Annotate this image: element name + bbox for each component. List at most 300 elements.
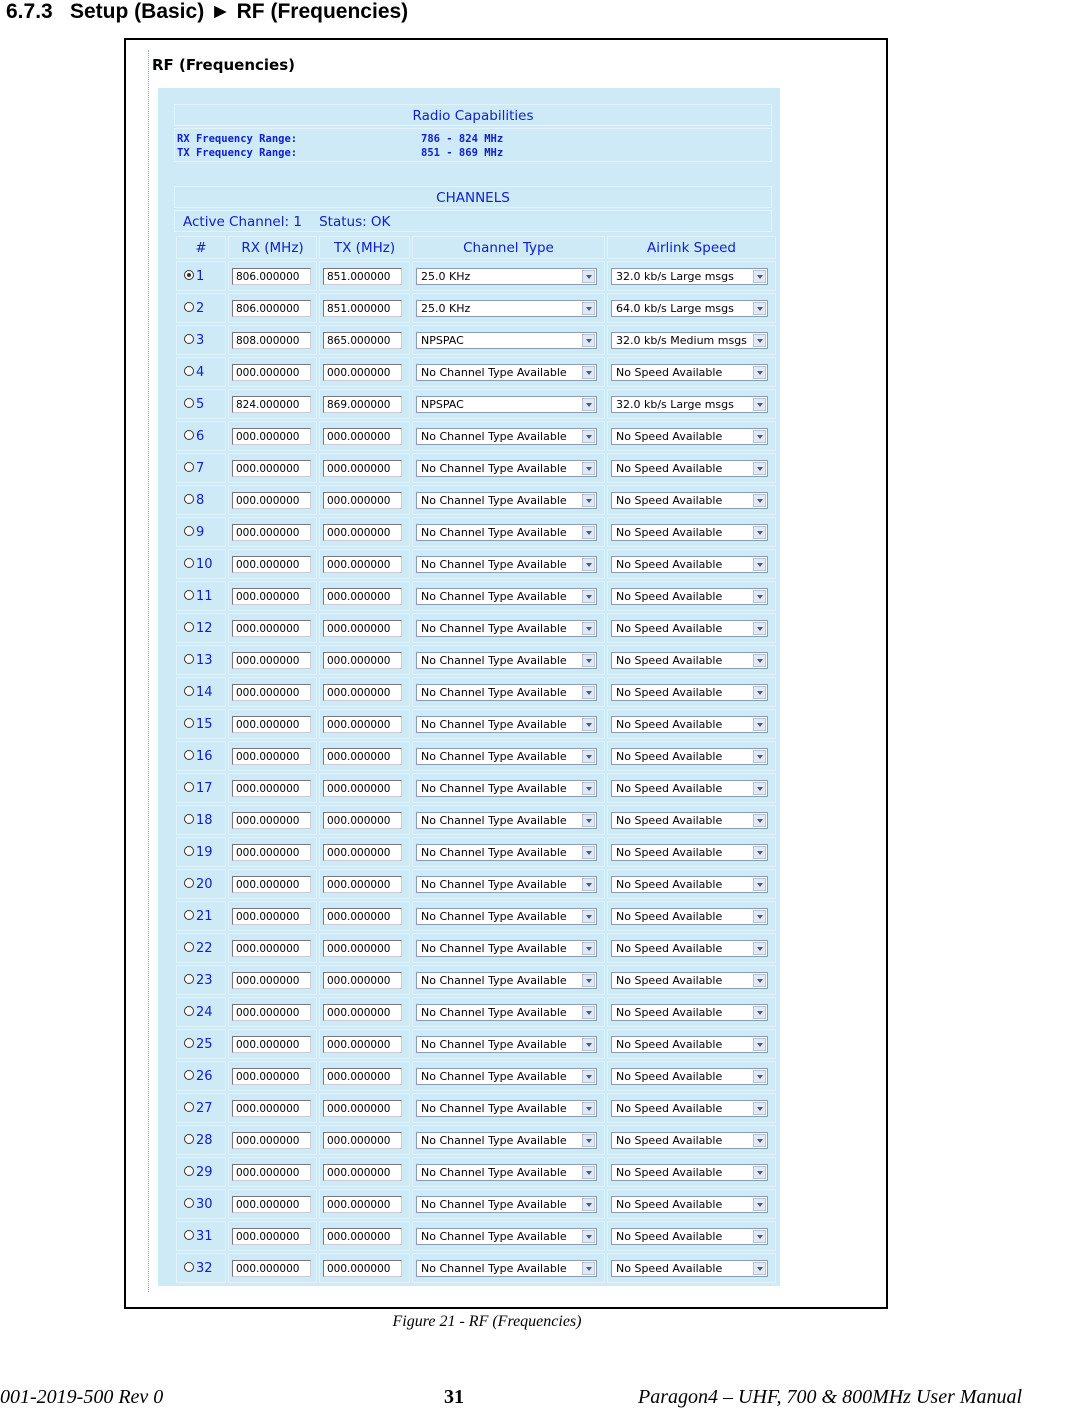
tx-frequency-input[interactable]: 000.000000 (323, 908, 402, 925)
chevron-down-icon[interactable] (753, 526, 766, 539)
chevron-down-icon[interactable] (753, 1198, 766, 1211)
channel-type-select[interactable] (416, 588, 597, 605)
chevron-down-icon[interactable] (582, 1198, 595, 1211)
airlink-speed-value: No Speed Available (616, 589, 723, 603)
chevron-down-icon[interactable] (582, 1102, 595, 1115)
rx-frequency-input[interactable]: 808.000000 (232, 332, 311, 349)
airlink-speed-select[interactable] (611, 1196, 768, 1213)
channel-type-select[interactable] (416, 716, 597, 733)
tx-frequency-input[interactable]: 851.000000 (323, 300, 402, 317)
chevron-down-icon[interactable] (753, 1166, 766, 1179)
tx-frequency-input[interactable]: 000.000000 (323, 588, 402, 605)
rx-frequency-input[interactable]: 000.000000 (232, 812, 311, 829)
airlink-speed-value: No Speed Available (616, 1069, 723, 1083)
channel-number: 7 (196, 460, 205, 476)
channel-type-select[interactable] (416, 1196, 597, 1213)
tx-frequency-input[interactable]: 000.000000 (323, 876, 402, 893)
chevron-down-icon[interactable] (753, 654, 766, 667)
chevron-down-icon[interactable] (582, 398, 595, 411)
chevron-down-icon[interactable] (582, 366, 595, 379)
rx-frequency-input[interactable]: 806.000000 (232, 300, 311, 317)
channel-number: 16 (196, 748, 213, 764)
chevron-down-icon[interactable] (753, 750, 766, 763)
channel-type-value: No Channel Type Available (421, 941, 567, 955)
channel-type-select[interactable] (416, 972, 597, 989)
channel-number-cell (176, 549, 226, 579)
tx-frequency-input[interactable]: 000.000000 (323, 1036, 402, 1053)
chevron-down-icon[interactable] (753, 590, 766, 603)
tx-frequency-input[interactable]: 000.000000 (323, 1100, 402, 1117)
channel-type-select[interactable] (416, 1068, 597, 1085)
tx-cell (319, 1061, 410, 1091)
channel-radio-button[interactable] (184, 494, 194, 504)
airlink-speed-value: 32.0 kb/s Medium msgs (616, 333, 747, 347)
rx-frequency-input[interactable]: 806.000000 (232, 268, 311, 285)
tx-cell (319, 869, 410, 899)
chevron-down-icon[interactable] (753, 974, 766, 987)
chevron-down-icon[interactable] (753, 846, 766, 859)
chevron-down-icon[interactable] (582, 462, 595, 475)
channel-type-value: 25.0 KHz (421, 301, 471, 315)
channel-type-select[interactable] (416, 908, 597, 925)
channel-row (176, 933, 776, 963)
airlink-speed-cell (607, 965, 776, 995)
chevron-down-icon[interactable] (582, 1038, 595, 1051)
channel-type-select[interactable] (416, 844, 597, 861)
channel-radio-button[interactable] (184, 718, 194, 728)
airlink-speed-value: No Speed Available (616, 1165, 723, 1179)
channel-type-cell (412, 773, 605, 803)
airlink-speed-cell (607, 421, 776, 451)
rx-frequency-input[interactable]: 000.000000 (232, 620, 311, 637)
chevron-down-icon[interactable] (753, 494, 766, 507)
chevron-down-icon[interactable] (582, 718, 595, 731)
rx-frequency-input[interactable]: 000.000000 (232, 748, 311, 765)
channel-radio-button[interactable] (184, 1070, 194, 1080)
channel-type-select[interactable] (416, 1132, 597, 1149)
rx-frequency-input[interactable]: 000.000000 (232, 556, 311, 573)
chevron-down-icon[interactable] (753, 1070, 766, 1083)
chevron-down-icon[interactable] (753, 622, 766, 635)
rx-frequency-input[interactable]: 000.000000 (232, 940, 311, 957)
channel-type-select[interactable] (416, 684, 597, 701)
rx-cell (228, 1221, 317, 1251)
channel-row (176, 293, 776, 323)
chevron-down-icon[interactable] (582, 782, 595, 795)
chevron-down-icon[interactable] (753, 782, 766, 795)
channel-type-select[interactable] (416, 1100, 597, 1117)
rx-frequency-input[interactable]: 000.000000 (232, 780, 311, 797)
chevron-down-icon[interactable] (753, 270, 766, 283)
channel-radio-button[interactable] (184, 366, 194, 376)
rx-frequency-input[interactable]: 000.000000 (232, 1036, 311, 1053)
channel-type-value: No Channel Type Available (421, 493, 567, 507)
airlink-speed-select[interactable] (611, 1164, 768, 1181)
tx-frequency-input[interactable]: 000.000000 (323, 812, 402, 829)
chevron-down-icon[interactable] (753, 814, 766, 827)
channel-radio-button[interactable] (184, 302, 194, 312)
channel-type-cell (412, 485, 605, 515)
chevron-down-icon[interactable] (582, 878, 595, 891)
channel-type-select[interactable] (416, 1260, 597, 1277)
channel-radio-button[interactable] (184, 1198, 194, 1208)
airlink-speed-value: No Speed Available (616, 1229, 723, 1243)
chevron-down-icon[interactable] (582, 910, 595, 923)
chevron-down-icon[interactable] (753, 1262, 766, 1275)
chevron-down-icon[interactable] (582, 1006, 595, 1019)
chevron-down-icon[interactable] (753, 910, 766, 923)
chevron-down-icon[interactable] (582, 974, 595, 987)
airlink-speed-select[interactable] (611, 876, 768, 893)
chevron-down-icon[interactable] (753, 558, 766, 571)
channel-radio-button[interactable] (184, 1230, 194, 1240)
rx-frequency-input[interactable]: 000.000000 (232, 876, 311, 893)
channel-row (176, 453, 776, 483)
figure-caption: Figure 21 - RF (Frequencies) (392, 1313, 582, 1330)
tx-frequency-input[interactable]: 865.000000 (323, 332, 402, 349)
channel-radio-button[interactable] (184, 974, 194, 984)
channel-radio-button[interactable] (184, 398, 194, 408)
rx-frequency-input[interactable]: 000.000000 (232, 428, 311, 445)
chevron-down-icon[interactable] (582, 1230, 595, 1243)
airlink-speed-select[interactable] (611, 268, 768, 285)
channel-number-cell (176, 709, 226, 739)
channel-radio-button[interactable] (184, 910, 194, 920)
tx-frequency-input[interactable]: 869.000000 (323, 396, 402, 413)
chevron-down-icon[interactable] (753, 430, 766, 443)
chevron-down-icon[interactable] (753, 1230, 766, 1243)
rx-cell (228, 1253, 317, 1283)
channel-radio-button[interactable] (184, 590, 194, 600)
airlink-speed-select[interactable] (611, 620, 768, 637)
channel-number-cell (176, 357, 226, 387)
chevron-down-icon[interactable] (582, 334, 595, 347)
chevron-down-icon[interactable] (753, 1006, 766, 1019)
column-header-tx: TX (MHz) (319, 236, 410, 259)
tx-frequency-input[interactable]: 000.000000 (323, 940, 402, 957)
airlink-speed-select[interactable] (611, 1036, 768, 1053)
chevron-down-icon[interactable] (753, 718, 766, 731)
rx-frequency-input[interactable]: 000.000000 (232, 716, 311, 733)
channel-radio-button[interactable] (184, 526, 194, 536)
channel-radio-button[interactable] (184, 686, 194, 696)
channel-radio-button[interactable] (184, 334, 194, 344)
airlink-speed-select[interactable] (611, 684, 768, 701)
channel-radio-button[interactable] (184, 654, 194, 664)
channel-type-select[interactable] (416, 876, 597, 893)
channel-type-select[interactable] (416, 1004, 597, 1021)
channel-radio-button[interactable] (184, 1262, 194, 1272)
airlink-speed-select[interactable] (611, 460, 768, 477)
rx-frequency-input[interactable]: 000.000000 (232, 844, 311, 861)
channel-type-select[interactable] (416, 1036, 597, 1053)
channel-type-select[interactable] (416, 268, 597, 285)
tx-frequency-input[interactable]: 000.000000 (323, 1068, 402, 1085)
channel-radio-button[interactable] (184, 1134, 194, 1144)
channel-radio-button[interactable] (184, 430, 194, 440)
tx-frequency-input[interactable]: 000.000000 (323, 524, 402, 541)
airlink-speed-select[interactable] (611, 588, 768, 605)
airlink-speed-select[interactable] (611, 556, 768, 573)
rx-cell (228, 453, 317, 483)
channel-number-cell (176, 421, 226, 451)
channel-type-select[interactable] (416, 1164, 597, 1181)
chevron-down-icon[interactable] (582, 270, 595, 283)
channel-type-cell (412, 357, 605, 387)
airlink-speed-cell (607, 325, 776, 355)
rx-frequency-input[interactable]: 000.000000 (232, 1132, 311, 1149)
channel-radio-button[interactable] (184, 270, 194, 280)
channel-row (176, 869, 776, 899)
tx-cell (319, 1253, 410, 1283)
channel-radio-button[interactable] (184, 1102, 194, 1112)
channel-radio-button[interactable] (184, 622, 194, 632)
chevron-down-icon[interactable] (582, 590, 595, 603)
tx-cell (319, 709, 410, 739)
rx-cell (228, 549, 317, 579)
rx-frequency-input[interactable]: 000.000000 (232, 524, 311, 541)
chevron-down-icon[interactable] (582, 1262, 595, 1275)
chevron-down-icon[interactable] (753, 1102, 766, 1115)
channel-type-select[interactable] (416, 1228, 597, 1245)
chevron-down-icon[interactable] (582, 846, 595, 859)
airlink-speed-select[interactable] (611, 940, 768, 957)
chevron-down-icon[interactable] (582, 494, 595, 507)
tx-frequency-input[interactable]: 000.000000 (323, 1132, 402, 1149)
airlink-speed-cell (607, 357, 776, 387)
channel-row (176, 1125, 776, 1155)
channel-type-value: No Channel Type Available (421, 845, 567, 859)
chevron-down-icon[interactable] (753, 366, 766, 379)
channel-type-select[interactable] (416, 556, 597, 573)
rx-cell (228, 869, 317, 899)
tx-cell (319, 773, 410, 803)
tx-frequency-input[interactable]: 000.000000 (323, 1260, 402, 1277)
channel-type-select[interactable] (416, 300, 597, 317)
airlink-speed-select[interactable] (611, 780, 768, 797)
channel-radio-button[interactable] (184, 558, 194, 568)
tx-cell (319, 837, 410, 867)
channel-number: 6 (196, 428, 205, 444)
chevron-down-icon[interactable] (582, 622, 595, 635)
tx-cell (319, 389, 410, 419)
channel-type-select[interactable] (416, 812, 597, 829)
airlink-speed-select[interactable] (611, 748, 768, 765)
channel-row (176, 1029, 776, 1059)
tx-frequency-input[interactable]: 000.000000 (323, 1228, 402, 1245)
channel-type-select[interactable] (416, 940, 597, 957)
chevron-down-icon[interactable] (753, 398, 766, 411)
channel-type-cell (412, 517, 605, 547)
channel-type-select[interactable] (416, 652, 597, 669)
column-header-channel-type: Channel Type (412, 236, 605, 259)
rx-frequency-input[interactable]: 000.000000 (232, 1196, 311, 1213)
chevron-down-icon[interactable] (753, 334, 766, 347)
rx-frequency-input[interactable]: 000.000000 (232, 972, 311, 989)
rx-frequency-input[interactable]: 000.000000 (232, 1068, 311, 1085)
footer-manual-title: Paragon4 – UHF, 700 & 800MHz User Manual (638, 1386, 1023, 1408)
airlink-speed-cell (607, 773, 776, 803)
airlink-speed-select[interactable] (611, 1132, 768, 1149)
rx-frequency-input[interactable]: 000.000000 (232, 908, 311, 925)
channel-type-select[interactable] (416, 492, 597, 509)
tx-frequency-input[interactable]: 851.000000 (323, 268, 402, 285)
tx-frequency-input[interactable]: 000.000000 (323, 652, 402, 669)
channel-type-cell (412, 965, 605, 995)
channel-number-cell (176, 1221, 226, 1251)
chevron-down-icon[interactable] (582, 942, 595, 955)
airlink-speed-select[interactable] (611, 396, 768, 413)
channel-type-cell (412, 1093, 605, 1123)
chevron-down-icon[interactable] (582, 430, 595, 443)
tx-range-line (175, 146, 771, 160)
tx-frequency-input[interactable]: 000.000000 (323, 972, 402, 989)
chevron-down-icon[interactable] (582, 814, 595, 827)
channel-number-cell (176, 293, 226, 323)
channel-radio-button[interactable] (184, 750, 194, 760)
channel-radio-button[interactable] (184, 1006, 194, 1016)
channel-number: 21 (196, 908, 213, 924)
chevron-down-icon[interactable] (753, 878, 766, 891)
tx-frequency-input[interactable]: 000.000000 (323, 684, 402, 701)
rx-frequency-input[interactable]: 000.000000 (232, 1004, 311, 1021)
tx-frequency-input[interactable]: 000.000000 (323, 1196, 402, 1213)
channel-number: 12 (196, 620, 213, 636)
airlink-speed-select[interactable] (611, 1100, 768, 1117)
tx-frequency-input[interactable]: 000.000000 (323, 780, 402, 797)
chevron-down-icon[interactable] (582, 1070, 595, 1083)
tx-cell (319, 613, 410, 643)
chevron-down-icon[interactable] (753, 686, 766, 699)
chevron-down-icon[interactable] (753, 1038, 766, 1051)
channel-type-select[interactable] (416, 620, 597, 637)
chevron-down-icon[interactable] (582, 558, 595, 571)
rx-frequency-input[interactable]: 000.000000 (232, 1260, 311, 1277)
channel-radio-button[interactable] (184, 846, 194, 856)
channel-radio-button[interactable] (184, 1166, 194, 1176)
airlink-speed-select[interactable] (611, 1004, 768, 1021)
airlink-speed-value: No Speed Available (616, 941, 723, 955)
airlink-speed-select[interactable] (611, 908, 768, 925)
airlink-speed-select[interactable] (611, 524, 768, 541)
tx-frequency-input[interactable]: 000.000000 (323, 364, 402, 381)
airlink-speed-select[interactable] (611, 1260, 768, 1277)
channel-type-select[interactable] (416, 780, 597, 797)
tx-frequency-input[interactable]: 000.000000 (323, 1164, 402, 1181)
rx-frequency-input[interactable]: 000.000000 (232, 460, 311, 477)
airlink-speed-select[interactable] (611, 364, 768, 381)
channel-radio-button[interactable] (184, 782, 194, 792)
chevron-down-icon[interactable] (582, 750, 595, 763)
channel-radio-button[interactable] (184, 1038, 194, 1048)
channel-radio-button[interactable] (184, 814, 194, 824)
channel-type-select[interactable] (416, 364, 597, 381)
channel-number: 3 (196, 332, 205, 348)
airlink-speed-select[interactable] (611, 332, 768, 349)
channel-type-select[interactable] (416, 748, 597, 765)
airlink-speed-value: 64.0 kb/s Large msgs (616, 301, 734, 315)
channel-type-select[interactable] (416, 396, 597, 413)
rx-frequency-input[interactable]: 000.000000 (232, 492, 311, 509)
channel-type-select[interactable] (416, 332, 597, 349)
tx-frequency-input[interactable]: 000.000000 (323, 492, 402, 509)
rx-frequency-input[interactable]: 824.000000 (232, 396, 311, 413)
tx-frequency-input[interactable]: 000.000000 (323, 1004, 402, 1021)
airlink-speed-cell (607, 741, 776, 771)
chevron-down-icon[interactable] (582, 1166, 595, 1179)
channel-type-cell (412, 1125, 605, 1155)
channel-radio-button[interactable] (184, 942, 194, 952)
airlink-speed-value: No Speed Available (616, 365, 723, 379)
airlink-speed-select[interactable] (611, 652, 768, 669)
channel-type-select[interactable] (416, 524, 597, 541)
tx-frequency-input[interactable]: 000.000000 (323, 428, 402, 445)
rx-frequency-input[interactable]: 000.000000 (232, 1100, 311, 1117)
rx-frequency-input[interactable]: 000.000000 (232, 1228, 311, 1245)
channel-type-value: No Channel Type Available (421, 557, 567, 571)
channel-type-select[interactable] (416, 460, 597, 477)
tx-cell (319, 965, 410, 995)
tx-frequency-input[interactable]: 000.000000 (323, 844, 402, 861)
airlink-speed-select[interactable] (611, 812, 768, 829)
airlink-speed-select[interactable] (611, 844, 768, 861)
rx-frequency-input[interactable]: 000.000000 (232, 364, 311, 381)
tx-cell (319, 325, 410, 355)
rx-cell (228, 1061, 317, 1091)
channel-number-cell (176, 1029, 226, 1059)
chevron-down-icon[interactable] (582, 1134, 595, 1147)
chevron-down-icon[interactable] (582, 526, 595, 539)
chevron-down-icon[interactable] (753, 942, 766, 955)
chevron-down-icon[interactable] (582, 686, 595, 699)
tx-frequency-input[interactable]: 000.000000 (323, 716, 402, 733)
airlink-speed-select[interactable] (611, 300, 768, 317)
rx-frequency-input[interactable]: 000.000000 (232, 652, 311, 669)
chevron-down-icon[interactable] (582, 302, 595, 315)
rx-cell (228, 357, 317, 387)
channel-type-select[interactable] (416, 428, 597, 445)
airlink-speed-select[interactable] (611, 1068, 768, 1085)
tx-cell (319, 1221, 410, 1251)
airlink-speed-select[interactable] (611, 1228, 768, 1245)
airlink-speed-cell (607, 389, 776, 419)
tx-frequency-input[interactable]: 000.000000 (323, 460, 402, 477)
chevron-down-icon[interactable] (753, 462, 766, 475)
chevron-down-icon[interactable] (582, 654, 595, 667)
rx-frequency-input[interactable]: 000.000000 (232, 1164, 311, 1181)
airlink-speed-cell (607, 1221, 776, 1251)
airlink-speed-select[interactable] (611, 972, 768, 989)
channel-row (176, 773, 776, 803)
airlink-speed-select[interactable] (611, 428, 768, 445)
tx-frequency-input[interactable]: 000.000000 (323, 748, 402, 765)
channel-radio-button[interactable] (184, 878, 194, 888)
channel-type-cell (412, 293, 605, 323)
airlink-speed-select[interactable] (611, 716, 768, 733)
channel-type-value: No Channel Type Available (421, 1133, 567, 1147)
channel-number-cell (176, 677, 226, 707)
rx-frequency-input[interactable]: 000.000000 (232, 588, 311, 605)
chevron-down-icon[interactable] (753, 302, 766, 315)
rx-frequency-input[interactable]: 000.000000 (232, 684, 311, 701)
tx-frequency-input[interactable]: 000.000000 (323, 556, 402, 573)
airlink-speed-cell (607, 453, 776, 483)
channel-radio-button[interactable] (184, 462, 194, 472)
chevron-down-icon[interactable] (753, 1134, 766, 1147)
channel-type-value: No Channel Type Available (421, 429, 567, 443)
airlink-speed-select[interactable] (611, 492, 768, 509)
tx-frequency-input[interactable]: 000.000000 (323, 620, 402, 637)
